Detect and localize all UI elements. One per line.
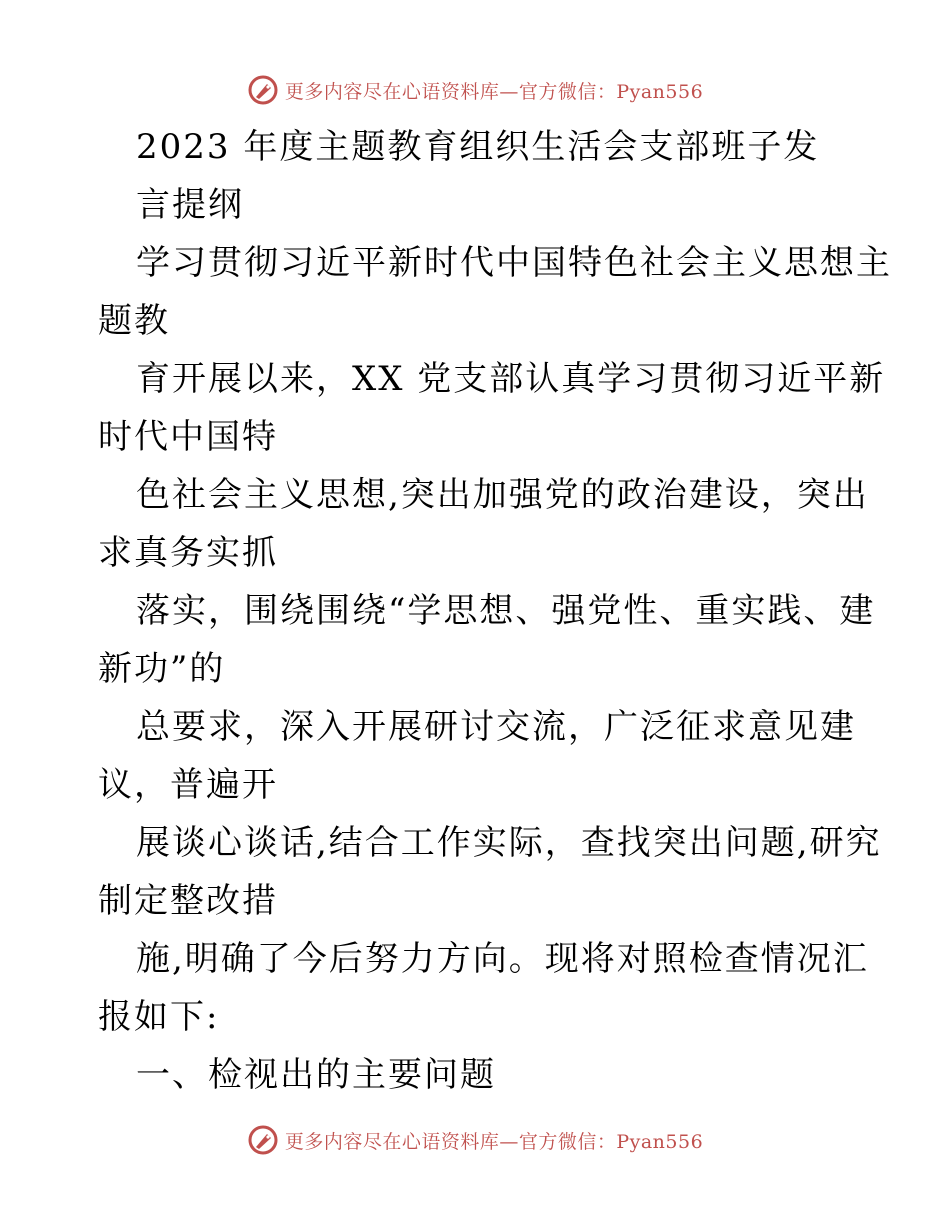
text-line: 育开展以来，XX 党支部认真学习贯彻习近平新 (136, 359, 886, 399)
text-line: 报如下: (98, 997, 220, 1037)
text-line: 学习贯彻习近平新时代中国特色社会主义思想主 (136, 243, 892, 283)
watermark-text: 更多内容尽在心语资料库—官方微信：Pyan556 (284, 80, 704, 103)
text-line: 2023 年度主题教育组织生活会支部班子发 (136, 127, 820, 167)
text-line: 议，普遍开 (98, 765, 278, 805)
text-line: 制定整改措 (98, 881, 278, 921)
text-line: 一、检视出的主要问题 (136, 1055, 496, 1095)
text-line: 展谈心谈话,结合工作实际，查找突出问题,研究 (136, 823, 882, 863)
text-line: 新功”的 (98, 649, 226, 689)
text-line: 求真务实抓 (98, 533, 278, 573)
watermark-text: 更多内容尽在心语资料库—官方微信：Pyan556 (284, 1130, 704, 1153)
watermark-banner-top (0, 70, 950, 110)
pen-nib-circle-icon (247, 74, 279, 106)
text-line: 总要求，深入开展研讨交流，广泛征求意见建 (136, 707, 856, 747)
text-line: 施,明确了今后努力方向。现将对照检查情况汇 (136, 939, 869, 979)
document-body (98, 118, 892, 1104)
text-line: 言提纲 (136, 185, 244, 225)
watermark-banner-bottom (0, 1120, 950, 1160)
text-line: 色社会主义思想,突出加强党的政治建设，突出 (136, 475, 869, 515)
text-line: 落实，围绕围绕“学思想、强党性、重实践、建 (136, 591, 876, 631)
text-line: 时代中国特 (98, 417, 278, 457)
pen-nib-circle-icon (247, 1124, 279, 1156)
text-line: 题教 (98, 301, 170, 341)
